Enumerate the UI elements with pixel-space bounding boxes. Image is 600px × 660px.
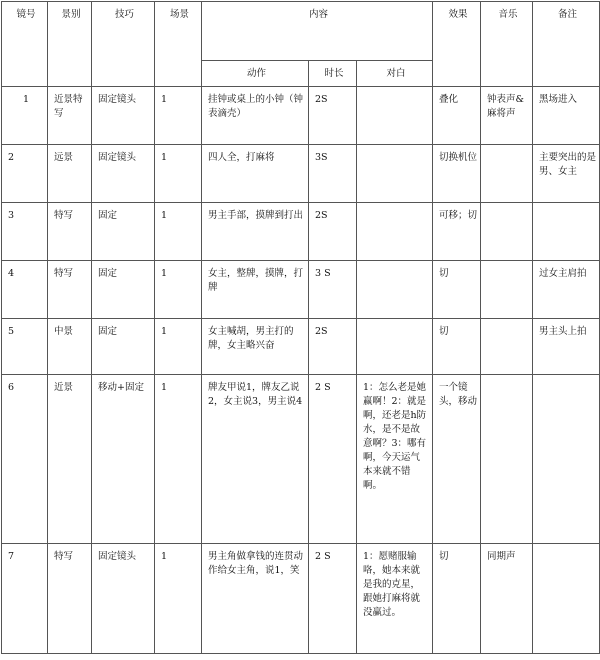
cell-scene: 1 <box>155 203 202 261</box>
cell-no: 5 <box>2 319 48 375</box>
cell-dialogue <box>357 87 433 145</box>
cell-tech: 固定 <box>92 203 155 261</box>
cell-duration: 2 S <box>309 544 357 654</box>
cell-dialogue <box>357 261 433 319</box>
cell-music <box>481 319 533 375</box>
table-row <box>2 544 600 654</box>
header-content: 内容 <box>202 2 433 61</box>
cell-dialogue <box>357 203 433 261</box>
cell-scene: 1 <box>155 375 202 544</box>
cell-notes: 过女主肩拍 <box>533 261 600 319</box>
cell-no: 6 <box>2 375 48 544</box>
cell-duration: 2S <box>309 87 357 145</box>
cell-duration: 2 S <box>309 375 357 544</box>
cell-dialogue <box>357 145 433 203</box>
cell-no: 3 <box>2 203 48 261</box>
cell-action: 男主手部，摸牌到打出 <box>202 203 309 261</box>
cell-action: 挂钟或桌上的小钟（钟表滴壳） <box>202 87 309 145</box>
header-shot-size: 景别 <box>48 2 92 87</box>
header-effect: 效果 <box>433 2 481 87</box>
cell-effect: 切换机位 <box>433 145 481 203</box>
table-row <box>2 203 600 261</box>
cell-size: 特写 <box>48 544 92 654</box>
cell-music: 同期声 <box>481 544 533 654</box>
cell-music <box>481 203 533 261</box>
storyboard-table <box>1 1 600 654</box>
cell-notes: 黑场进入 <box>533 87 600 145</box>
cell-no: 2 <box>2 145 48 203</box>
cell-size: 近景特写 <box>48 87 92 145</box>
cell-size: 特写 <box>48 261 92 319</box>
table-row <box>2 319 600 375</box>
cell-effect: 一个镜头，移动 <box>433 375 481 544</box>
header-dialogue: 对白 <box>357 61 433 87</box>
cell-no: 1 <box>2 87 48 145</box>
cell-notes <box>533 375 600 544</box>
cell-tech: 固定 <box>92 261 155 319</box>
cell-music <box>481 145 533 203</box>
cell-tech: 固定镜头 <box>92 87 155 145</box>
cell-scene: 1 <box>155 145 202 203</box>
cell-scene: 1 <box>155 544 202 654</box>
cell-duration: 3 S <box>309 261 357 319</box>
cell-dialogue: 1：怎么老是她赢啊！2：就是啊，还老是h防水，是不是故意啊？3：哪有啊，今天运气本来就不错啊。 <box>357 375 433 544</box>
cell-scene: 1 <box>155 319 202 375</box>
cell-music <box>481 261 533 319</box>
cell-no: 7 <box>2 544 48 654</box>
cell-effect: 叠化 <box>433 87 481 145</box>
table-row <box>2 261 600 319</box>
cell-action: 男主角做拿钱的连贯动作给女主角，说1，笑 <box>202 544 309 654</box>
table-row <box>2 145 600 203</box>
cell-action: 女主喊胡，男主打的牌，女主略兴奋 <box>202 319 309 375</box>
header-scene: 场景 <box>155 2 202 87</box>
cell-notes: 主要突出的是男、女主 <box>533 145 600 203</box>
cell-size: 特写 <box>48 203 92 261</box>
cell-tech: 固定镜头 <box>92 544 155 654</box>
cell-size: 中景 <box>48 319 92 375</box>
header-duration: 时长 <box>309 61 357 87</box>
cell-scene: 1 <box>155 87 202 145</box>
cell-dialogue <box>357 319 433 375</box>
cell-size: 近景 <box>48 375 92 544</box>
cell-scene: 1 <box>155 261 202 319</box>
cell-tech: 移动+固定 <box>92 375 155 544</box>
cell-duration: 2S <box>309 319 357 375</box>
cell-music: 钟表声&麻将声 <box>481 87 533 145</box>
header-technique: 技巧 <box>92 2 155 87</box>
cell-action: 女主，整牌，摸牌，打牌 <box>202 261 309 319</box>
cell-tech: 固定镜头 <box>92 145 155 203</box>
header-action: 动作 <box>202 61 309 87</box>
cell-effect: 切 <box>433 544 481 654</box>
cell-duration: 2S <box>309 203 357 261</box>
cell-notes <box>533 203 600 261</box>
header-music: 音乐 <box>481 2 533 87</box>
cell-no: 4 <box>2 261 48 319</box>
table-row <box>2 87 600 145</box>
header-shot-no: 镜号 <box>2 2 48 87</box>
cell-action: 四人全，打麻将 <box>202 145 309 203</box>
cell-action: 牌友甲说1，牌友乙说2，女主说3，男主说4 <box>202 375 309 544</box>
cell-size: 远景 <box>48 145 92 203</box>
header-notes: 备注 <box>533 2 600 87</box>
cell-effect: 可移；切 <box>433 203 481 261</box>
cell-effect: 切 <box>433 261 481 319</box>
cell-notes: 男主头上拍 <box>533 319 600 375</box>
cell-duration: 3S <box>309 145 357 203</box>
table-row <box>2 375 600 544</box>
cell-effect: 切 <box>433 319 481 375</box>
cell-tech: 固定 <box>92 319 155 375</box>
cell-notes <box>533 544 600 654</box>
cell-music <box>481 375 533 544</box>
cell-dialogue: 1：愿赌服输咯，她本来就是我的克星，跟她打麻将就没赢过。 <box>357 544 433 654</box>
